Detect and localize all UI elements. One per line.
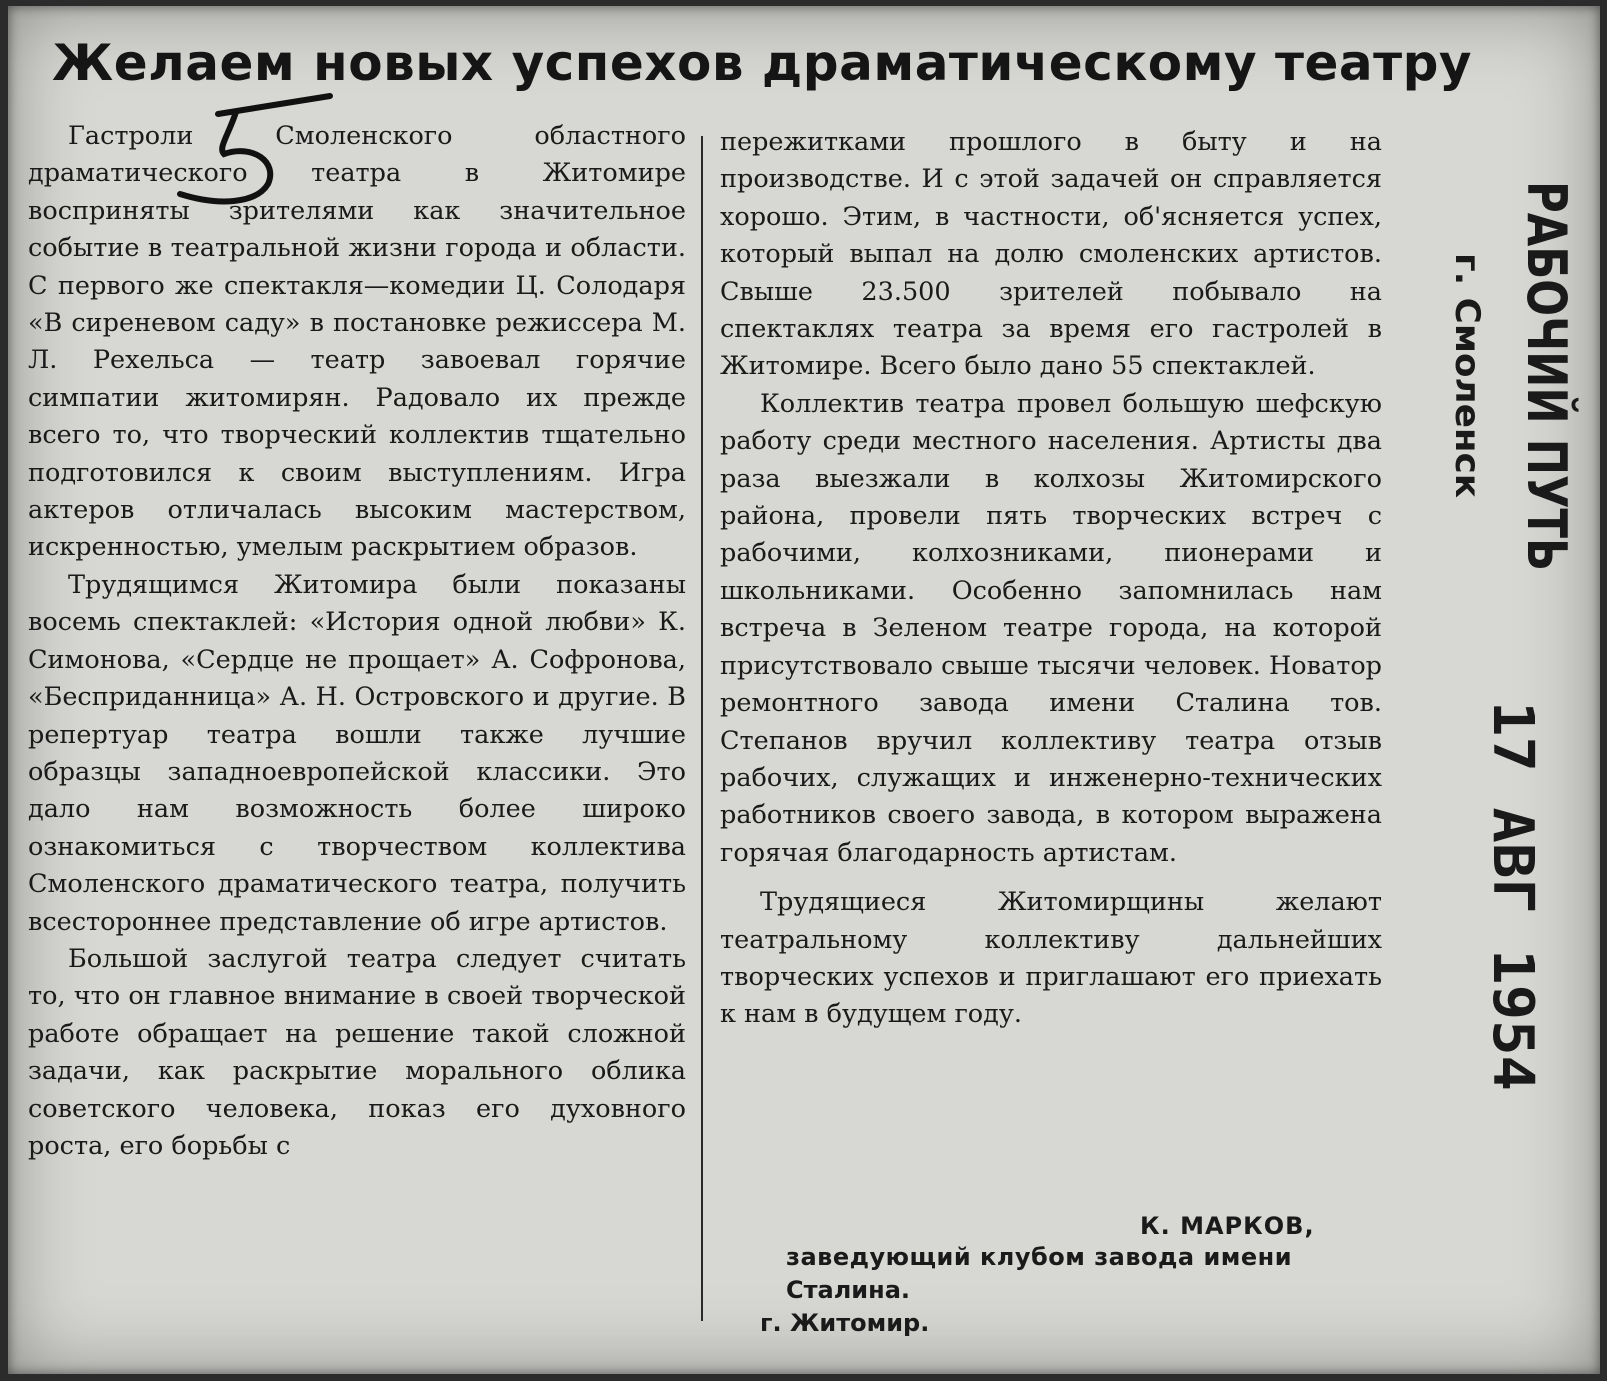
paragraph: Большой заслугой театра следует считать то, что он главное внимание в своей творческой работе обращает на решение такой сложной задачи, как раскрытие морального облика советского человека, показ его духовного роста, его борьбы с (28, 943, 686, 1161)
author-name: К. МАРКОВ, (1140, 1212, 1315, 1240)
article-right-column (720, 124, 1382, 1034)
stamp-city: г. Смоленск (1447, 253, 1487, 487)
paragraph: Коллектив театра провел большую шефскую работу среди местного населения. Артисты два раза выезжали в колхозы Житомирского района, провели пять творческих встреч с рабочими, колхозниками, пионерами и школьниками. Особенно запомнилась нам встреча в Зеленом театре города, на которой присутствовало свыше тысячи человек. Новатор ремонтного завода имени Сталина тов. Степанов вручил коллективу театра отзыв рабочих, служащих и инженерно-технических работников своего завода, в котором выражена горячая благодарность артистам. (720, 388, 1382, 868)
paragraph: Гастроли Смоленского областного драматического театра в Житомире восприняты зрителями как значительное событие в театральной жизни города и области. С первого же спектакля—комедии Ц. Солодаря «В сиреневом саду» в постановке режиссера М. Л. Рехельса — театр завоевал горячие симпатии житомирян. Радовало их прежде всего то, что творческий коллектив тщательно подготовился к своим выступлениям. Игра актеров отличалась высоким мастерством, искренностью, умелым раскрытием образов. (28, 121, 686, 563)
paragraph: Трудящимся Житомира были показаны восемь спектаклей: «История одной любви» К. Симонова, «Сердце не прощает» А. Софронова, «Бесприданница» А. Н. Островского и другие. В репертуар театра вошли также лучшие образцы западноевропейской классики. Это дало нам возможность более широко ознакомиться с творчеством коллектива Смоленского драматического театра, получить всестороннее представление об игре артистов. (28, 569, 686, 937)
paragraph: Трудящиеся Житомирщины желают театральному коллективу дальнейших творческих успехов и приглашают его приехать к нам в будущем году. (720, 887, 1382, 1030)
newspaper-clipping (8, 6, 1600, 1374)
stamp-newspaper-name: РАБОЧИЙ ПУТЬ (1515, 181, 1578, 668)
article-left-column (28, 118, 686, 1165)
author-role: заведующий клубом завода имени (786, 1243, 1293, 1271)
stamp-date: 17 АВГ 1954 (1480, 701, 1545, 1072)
column-divider (701, 136, 703, 1321)
paragraph: пережитками прошлого в быту и на производстве. И с этой задачей он справляется хорошо. Этим, в частности, об'ясняется успех, который выпал на долю смоленских артистов. Свыше 23.500 зрителей побывало на спектаклях театра за время его гастролей в Житомире. Всего было дано 55 спектаклей. (720, 127, 1382, 382)
newspaper-date-stamp (1406, 181, 1596, 1181)
author-city: г. Житомир. (760, 1309, 930, 1337)
article-headline: Желаем новых успехов драматическому театру (52, 34, 1472, 92)
author-role-continued: Сталина. (786, 1276, 911, 1304)
